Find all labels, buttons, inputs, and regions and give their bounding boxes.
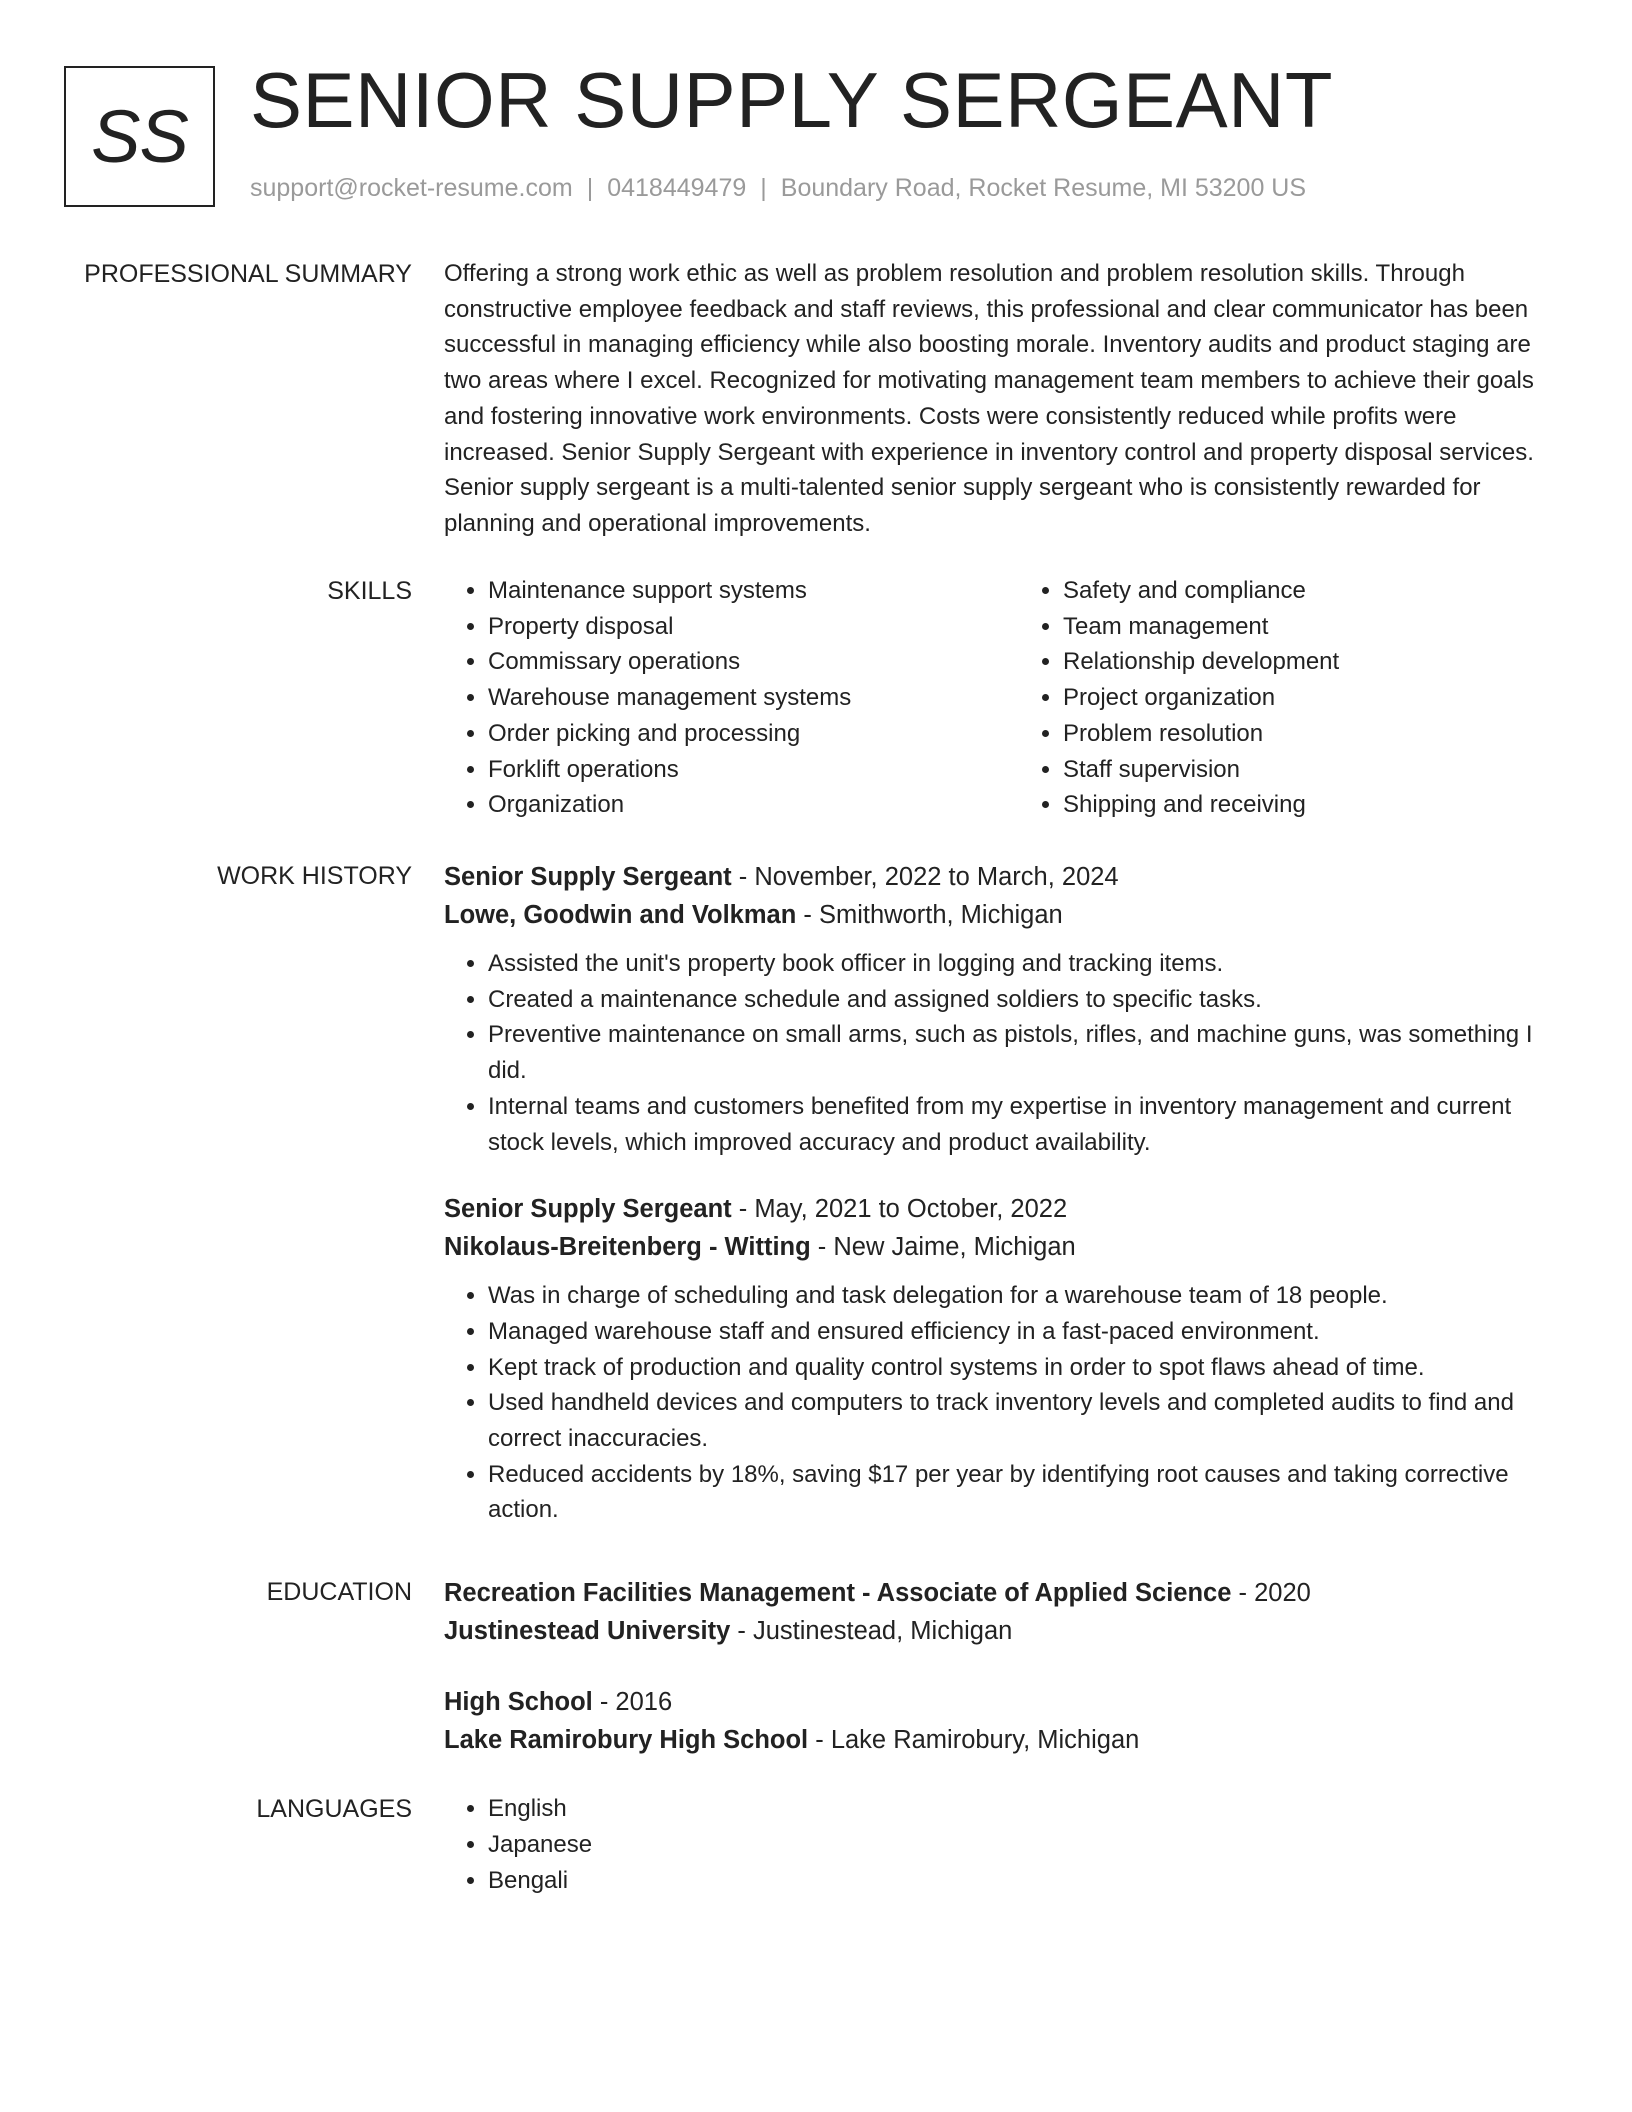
job-title-line: [444, 858, 1549, 896]
summary-text: Offering a strong work ethic as well as problem resolution and problem resolution skills. Through constructive employee feedback and staff reviews, this professional and clear communicator has been successful in managing efficiency while also boosting morale. Inventory audits and product staging are two areas where I excel. Recognized for motivating management team members to achieve their goals and fostering innovative work environments. Costs were consistently reduced while profits were increased. Senior Supply Sergeant with experience in inventory control and property disposal services. Senior supply sergeant is a multi-talented senior supply sergeant who is consistently rewarded for planning and operational improvements.: [444, 260, 1534, 537]
skill-item: • Shipping and receiving: [1063, 787, 1549, 823]
job-company-line: [444, 1228, 1549, 1266]
job-bullets: [444, 946, 1549, 1160]
contact-email: support@rocket-resume.com: [250, 174, 573, 202]
education-entry: [444, 1683, 1549, 1759]
skill-item: • Safety and compliance: [1063, 573, 1549, 609]
education-degree: High School: [444, 1688, 593, 1716]
job-company: Nikolaus-Breitenberg - Witting: [444, 1233, 811, 1262]
education-content: [444, 1574, 1549, 1759]
language-item: • Bengali: [488, 1863, 1549, 1899]
contact-phone: 0418449479: [607, 174, 747, 202]
job-bullet: • Assisted the unit's property book officer in logging and tracking items.: [488, 946, 1549, 982]
job-bullet: • Used handheld devices and computers to track inventory levels and completed audits to find and correct inaccuracies.: [488, 1385, 1549, 1456]
education-school-line: [444, 1721, 1549, 1759]
job-bullet: • Created a maintenance schedule and assigned soldiers to specific tasks.: [488, 982, 1549, 1018]
skill-item: • Commissary operations: [488, 644, 974, 680]
contact-address: Boundary Road, Rocket Resume, MI 53200 US: [780, 174, 1307, 202]
skill-item: • Maintenance support systems: [488, 573, 974, 609]
skill-item: • Property disposal: [488, 609, 974, 645]
skill-item: • Project organization: [1063, 680, 1549, 716]
education-year: - 2020: [1231, 1579, 1311, 1607]
monogram-box: [64, 66, 215, 207]
skill-item: • Order picking and processing: [488, 716, 974, 752]
job-dates: - November, 2022 to March, 2024: [731, 863, 1119, 891]
job-bullet: • Managed warehouse staff and ensured efficiency in a fast-paced environment.: [488, 1314, 1549, 1350]
contact-line: [250, 174, 1306, 203]
skill-item: • Organization: [488, 787, 974, 823]
education-degree-line: [444, 1574, 1549, 1612]
section-label-languages: LANGUAGES: [256, 1795, 412, 1823]
education-location: - Lake Ramirobury, Michigan: [808, 1726, 1140, 1754]
job-location: - New Jaime, Michigan: [810, 1233, 1076, 1262]
job-title-line: [444, 1190, 1549, 1228]
job-title: Senior Supply Sergeant: [444, 1195, 732, 1224]
education-degree: Recreation Facilities Management - Associate of Applied Science: [444, 1579, 1232, 1607]
job-company-line: [444, 896, 1549, 934]
language-item: • English: [488, 1791, 1549, 1827]
skills-column-right: [1019, 573, 1549, 823]
job-location: - Smithworth, Michigan: [796, 901, 1063, 929]
education-school: Justinestead University: [444, 1617, 731, 1645]
skill-item: • Forklift operations: [488, 752, 974, 788]
job-bullet: • Kept track of production and quality control systems in order to spot flaws ahead of time.: [488, 1350, 1549, 1386]
education-location: - Justinestead, Michigan: [730, 1617, 1013, 1645]
languages-content: [444, 1791, 1549, 1899]
language-item: • Japanese: [488, 1827, 1549, 1863]
skill-item: • Relationship development: [1063, 644, 1549, 680]
work-history-content: [444, 858, 1549, 1528]
job-title: Senior Supply Sergeant: [444, 863, 732, 891]
skill-item: • Team management: [1063, 609, 1549, 645]
candidate-name: SENIOR SUPPLY SERGEANT: [250, 56, 1334, 144]
job-company: Lowe, Goodwin and Volkman: [444, 901, 797, 929]
job-dates: - May, 2021 to October, 2022: [731, 1195, 1068, 1224]
education-school: Lake Ramirobury High School: [444, 1726, 809, 1754]
skill-item: • Staff supervision: [1063, 752, 1549, 788]
skills-content: [444, 573, 1549, 823]
job-bullet: • Preventive maintenance on small arms, such as pistols, rifles, and machine guns, was something I did.: [488, 1017, 1549, 1088]
section-label-work-history: WORK HISTORY: [217, 862, 412, 890]
job-entry: [444, 1190, 1549, 1528]
summary-content: [444, 256, 1549, 542]
education-school-line: [444, 1612, 1549, 1650]
contact-separator: |: [760, 174, 767, 202]
job-bullet: • Was in charge of scheduling and task delegation for a warehouse team of 18 people.: [488, 1278, 1549, 1314]
job-bullet: • Internal teams and customers benefited from my expertise in inventory management and current stock levels, which improved accuracy and product availability.: [488, 1089, 1549, 1160]
skill-item: • Problem resolution: [1063, 716, 1549, 752]
skill-item: • Warehouse management systems: [488, 680, 974, 716]
monogram-initials: SS: [91, 95, 188, 178]
contact-separator: |: [586, 174, 594, 202]
section-label-skills: SKILLS: [327, 577, 412, 605]
job-entry: [444, 858, 1549, 1160]
section-label-education: EDUCATION: [266, 1578, 412, 1606]
section-label-summary: PROFESSIONAL SUMMARY: [84, 260, 412, 288]
job-bullet: • Reduced accidents by 18%, saving $17 per year by identifying root causes and taking corrective action.: [488, 1457, 1549, 1528]
job-bullets: [444, 1278, 1549, 1528]
education-entry: [444, 1574, 1549, 1650]
languages-list: [444, 1791, 1549, 1899]
skills-column-left: [444, 573, 974, 823]
education-degree-line: [444, 1683, 1549, 1721]
education-year: - 2016: [592, 1688, 673, 1716]
